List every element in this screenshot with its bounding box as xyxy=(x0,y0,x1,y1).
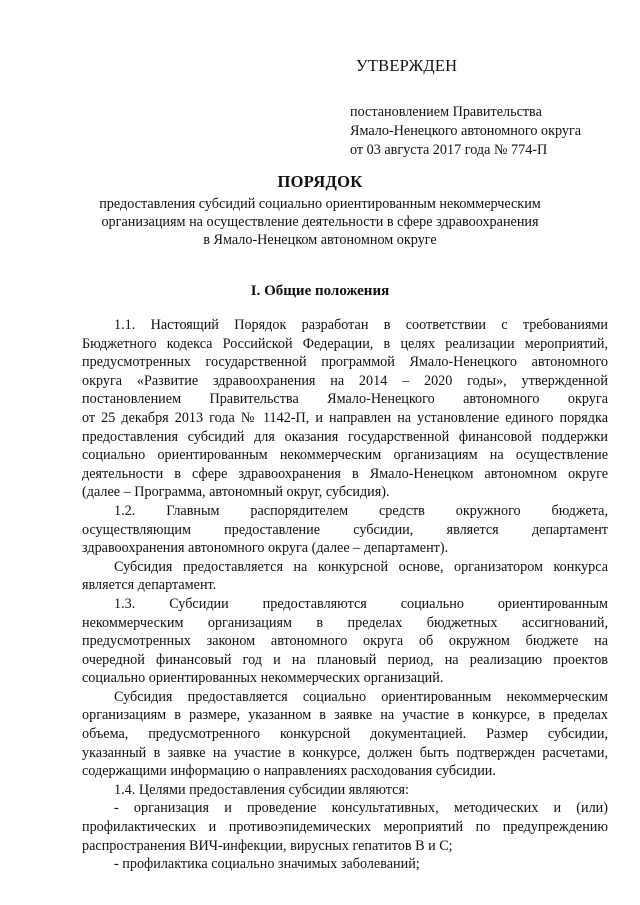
subtitle-line: в Ямало-Ненецком автономном округе xyxy=(203,232,437,248)
body-line: здравоохранения автономного округа (далее – департамент). xyxy=(82,540,449,557)
body-line: объема, предусмотренного конкурсной документацией. Размер субсидии, xyxy=(82,726,608,743)
body-line: указанный в заявке на участие в конкурсе, должен быть подтвержден расчетами, xyxy=(82,744,608,761)
approval-line: постановлением Правительства xyxy=(350,104,542,120)
body-text xyxy=(82,316,608,874)
subtitle-line: предоставления субсидий социально ориентированным некоммерческим xyxy=(99,196,541,212)
body-line: некоммерческим организациям в пределах бюджетных ассигнований, xyxy=(82,614,608,631)
body-line: Бюджетного кодекса Российской Федерации, в целях реализации мероприятий, xyxy=(82,335,608,352)
body-line: - организация и проведение консультативных, методических и (или) xyxy=(114,800,608,817)
body-line: социально ориентированных некоммерческих организаций. xyxy=(82,670,444,687)
body-line: очередной финансовый год и на плановый период, на реализацию проектов xyxy=(82,651,608,668)
document-subtitle xyxy=(60,195,580,249)
approval-block xyxy=(350,56,610,160)
body-line: 1.3. Субсидии предоставляются социально ориентированным xyxy=(114,595,608,612)
body-line: Субсидия предоставляется на конкурсной основе, организатором конкурса xyxy=(114,558,608,575)
body-line: округа «Развитие здравоохранения на 2014 – 2020 годы», утвержденной xyxy=(82,372,608,389)
body-line: постановлением Правительства Ямало-Ненецкого автономного округа xyxy=(82,391,608,408)
body-line: социально ориентированным некоммерческим организациям на осуществление xyxy=(82,447,608,464)
body-line: организациям в размере, указанном в заявке на участие в конкурсе, в пределах xyxy=(82,707,608,724)
body-line: осуществляющим предоставление субсидии, является департамент xyxy=(82,521,608,538)
body-line: распространения ВИЧ-инфекции, вирусных гепатитов В и С; xyxy=(82,837,453,854)
approval-line: от 03 августа 2017 года № 774-П xyxy=(350,142,548,158)
body-line: содержащими информацию о направлениях расходования субсидии. xyxy=(82,763,496,780)
body-line: от 25 декабря 2013 года № 1142-П, и направлен на установление единого порядка xyxy=(82,409,608,426)
body-line: 1.2. Главным распорядителем средств окружного бюджета, xyxy=(114,502,608,519)
approval-stamp: УТВЕРЖДЕН xyxy=(356,56,458,75)
document-title: ПОРЯДОК xyxy=(277,172,363,191)
subtitle-line: организациям на осуществление деятельности в сфере здравоохранения xyxy=(101,214,539,230)
section-heading: I. Общие положения xyxy=(250,283,390,299)
body-line: предусмотренных законом автономного округа об окружном бюджете на xyxy=(82,633,608,650)
body-line: деятельности в сфере здравоохранения в Ямало-Ненецком автономном округе xyxy=(82,465,608,482)
body-line: профилактических и противоэпидемических мероприятий по предупреждению xyxy=(82,819,608,836)
body-line: (далее – Программа, автономный округ, субсидия). xyxy=(82,484,390,501)
body-line: Субсидия предоставляется социально ориентированным некоммерческим xyxy=(114,688,608,705)
body-line: предусмотренных государственной программой Ямало-Ненецкого автономного xyxy=(82,354,608,371)
body-line: - профилактика социально значимых заболеваний; xyxy=(114,856,420,873)
approval-line: Ямало-Ненецкого автономного округа xyxy=(350,123,582,139)
body-line: 1.1. Настоящий Порядок разработан в соответствии с требованиями xyxy=(114,317,608,333)
body-line: предоставления субсидий для оказания государственной финансовой поддержки xyxy=(82,428,608,445)
body-line: 1.4. Целями предоставления субсидии являются: xyxy=(114,781,409,798)
body-line: является департамент. xyxy=(82,577,217,594)
